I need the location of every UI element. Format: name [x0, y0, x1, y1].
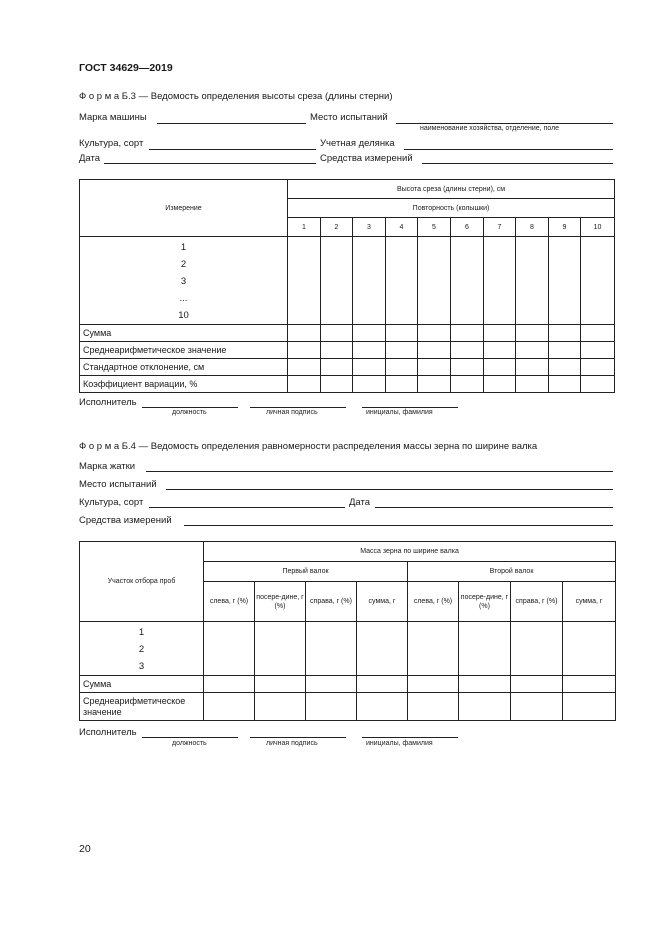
data-cell[interactable] [484, 237, 516, 325]
mean-row-label: Среднеарифметическое значение [80, 342, 288, 359]
data-cell[interactable] [418, 359, 451, 376]
form-b4-title: Ф о р м а Б.4 — Ведомость определения равномерности распределения массы зерна по ширине валка [79, 441, 538, 452]
stddev-row-label: Стандартное отклонение, см [80, 359, 288, 376]
col-header: 8 [516, 218, 549, 237]
means-label: Средства измерений [79, 515, 172, 526]
data-cell[interactable] [516, 359, 549, 376]
data-cell[interactable] [516, 376, 549, 393]
data-cell[interactable] [563, 622, 616, 676]
data-cell[interactable] [408, 693, 459, 721]
reaper-label: Марка жатки [79, 461, 136, 472]
col-header: 6 [451, 218, 484, 237]
right-col-header: справа, г (%) [306, 582, 357, 622]
data-cell[interactable] [451, 325, 484, 342]
data-cell[interactable] [511, 622, 563, 676]
form-b3-title: Ф о р м а Б.3 — Ведомость определения высоты среза (длины стерни) [79, 91, 393, 102]
data-cell[interactable] [516, 342, 549, 359]
sum-col-header: сумма, г [563, 582, 616, 622]
sample-row: 3 [138, 661, 145, 672]
data-cell[interactable] [386, 237, 418, 325]
data-cell[interactable] [408, 676, 459, 693]
data-cell[interactable] [516, 237, 549, 325]
sample-row: 1 [138, 627, 145, 638]
col-header: 9 [549, 218, 581, 237]
data-cell[interactable] [204, 676, 255, 693]
means-label: Средства измерений [320, 153, 413, 164]
place-label: Место испытаний [79, 479, 157, 490]
means-field[interactable] [184, 525, 613, 526]
section-header: Участок отбора проб [80, 542, 204, 622]
data-cell[interactable] [288, 237, 321, 325]
col-header: 3 [353, 218, 386, 237]
data-cell[interactable] [288, 325, 321, 342]
data-cell[interactable] [549, 376, 581, 393]
data-cell[interactable] [451, 342, 484, 359]
document-header: ГОСТ 34629—2019 [79, 62, 173, 74]
data-cell[interactable] [353, 237, 386, 325]
data-cell[interactable] [459, 676, 511, 693]
data-cell[interactable] [451, 237, 484, 325]
data-cell[interactable] [484, 376, 516, 393]
signature-field[interactable] [250, 407, 346, 408]
data-cell[interactable] [418, 237, 451, 325]
data-cell[interactable] [255, 676, 306, 693]
data-cell[interactable] [418, 376, 451, 393]
crop-field[interactable] [149, 507, 345, 508]
sum-col-header: сумма, г [357, 582, 408, 622]
crop-label: Культура, сорт [79, 138, 144, 149]
place-field[interactable] [396, 123, 613, 124]
reaper-field[interactable] [146, 471, 613, 472]
data-cell[interactable] [549, 325, 581, 342]
data-cell[interactable] [549, 342, 581, 359]
data-cell[interactable] [321, 237, 353, 325]
height-header: Высота среза (длины стерни), см [288, 180, 615, 199]
middle-col-header: посере-дине, г (%) [459, 582, 511, 622]
data-cell[interactable] [306, 676, 357, 693]
place-label: Место испытаний [310, 112, 388, 123]
sample-row: 2 [138, 644, 145, 655]
data-cell[interactable] [581, 342, 615, 359]
initials-caption: инициалы, фамилия [366, 740, 433, 747]
data-cell[interactable] [484, 342, 516, 359]
data-cell[interactable] [306, 693, 357, 721]
col-header: 1 [288, 218, 321, 237]
data-cell[interactable] [321, 325, 353, 342]
data-cell[interactable] [581, 237, 615, 325]
place-field[interactable] [166, 489, 613, 490]
table-b4 [79, 541, 616, 721]
data-cell[interactable] [386, 342, 418, 359]
data-cell[interactable] [321, 342, 353, 359]
data-cell[interactable] [288, 376, 321, 393]
measure-row: 10 [178, 310, 189, 321]
data-cell[interactable] [459, 622, 511, 676]
measure-row: ... [179, 293, 188, 304]
data-cell[interactable] [386, 376, 418, 393]
measure-row: 2 [180, 259, 187, 270]
data-cell[interactable] [484, 359, 516, 376]
data-cell[interactable] [581, 325, 615, 342]
means-field[interactable] [422, 163, 613, 164]
position-field[interactable] [142, 407, 238, 408]
initials-field[interactable] [362, 737, 458, 738]
col-header: 10 [581, 218, 615, 237]
date-label: Дата [349, 497, 371, 508]
position-caption: должность [172, 740, 207, 747]
col-header: 7 [484, 218, 516, 237]
position-caption: должность [172, 409, 207, 416]
machine-field[interactable] [157, 123, 306, 124]
middle-col-header: посере-дине, г (%) [255, 582, 306, 622]
date-field[interactable] [104, 163, 316, 164]
right-col-header: справа, г (%) [511, 582, 563, 622]
date-field[interactable] [375, 507, 613, 508]
sum-row-label: Сумма [80, 325, 288, 342]
data-cell[interactable] [288, 342, 321, 359]
data-cell[interactable] [511, 676, 563, 693]
data-cell[interactable] [484, 325, 516, 342]
data-cell[interactable] [357, 693, 408, 721]
data-cell[interactable] [204, 693, 255, 721]
data-cell[interactable] [386, 359, 418, 376]
data-cell[interactable] [563, 693, 616, 721]
col-header: 2 [321, 218, 353, 237]
measure-rows-cell [80, 237, 288, 325]
data-cell[interactable] [386, 325, 418, 342]
measure-row: 1 [180, 242, 187, 253]
measure-row: 3 [180, 276, 187, 287]
data-cell[interactable] [357, 676, 408, 693]
data-cell[interactable] [451, 359, 484, 376]
data-cell[interactable] [451, 376, 484, 393]
data-cell[interactable] [459, 693, 511, 721]
col-header: 4 [386, 218, 418, 237]
signature-caption: личная подпись [266, 740, 318, 747]
data-cell[interactable] [321, 359, 353, 376]
data-cell[interactable] [408, 622, 459, 676]
place-caption: наименование хозяйства, отделение, поле [420, 125, 560, 132]
data-cell[interactable] [549, 359, 581, 376]
data-cell[interactable] [357, 622, 408, 676]
data-cell[interactable] [581, 376, 615, 393]
left-col-header: слева, г (%) [408, 582, 459, 622]
data-cell[interactable] [516, 325, 549, 342]
col-header: 5 [418, 218, 451, 237]
data-cell[interactable] [321, 376, 353, 393]
data-cell[interactable] [511, 693, 563, 721]
measure-header: Измерение [80, 180, 288, 237]
data-cell[interactable] [353, 359, 386, 376]
data-cell[interactable] [255, 622, 306, 676]
left-col-header: слева, г (%) [204, 582, 255, 622]
executor-label: Исполнитель [79, 397, 137, 408]
position-field[interactable] [142, 737, 238, 738]
sum-row-label: Сумма [80, 676, 204, 693]
first-swath-header: Первый валок [204, 562, 408, 582]
data-cell[interactable] [288, 359, 321, 376]
mass-header: Масса зерна по ширине валка [204, 542, 616, 562]
machine-label: Марка машины [79, 112, 147, 123]
second-swath-header: Второй валок [408, 562, 616, 582]
variation-row-label: Коэффициент вариации, % [80, 376, 288, 393]
signature-field[interactable] [250, 737, 346, 738]
sample-rows-cell [80, 622, 204, 676]
mean-row-label: Среднеарифметическое значение [80, 693, 204, 721]
table-b3 [79, 179, 615, 393]
repeat-header: Повторность (колышки) [288, 199, 615, 218]
crop-field[interactable] [149, 149, 316, 150]
plot-field[interactable] [404, 149, 613, 150]
date-label: Дата [79, 153, 101, 164]
initials-field[interactable] [362, 407, 458, 408]
data-cell[interactable] [353, 342, 386, 359]
initials-caption: инициалы, фамилия [366, 409, 433, 416]
page-number: 20 [79, 843, 91, 855]
data-cell[interactable] [255, 693, 306, 721]
data-cell[interactable] [306, 622, 357, 676]
signature-caption: личная подпись [266, 409, 318, 416]
data-cell[interactable] [353, 325, 386, 342]
data-cell[interactable] [418, 342, 451, 359]
executor-label: Исполнитель [79, 727, 137, 738]
data-cell[interactable] [549, 237, 581, 325]
data-cell[interactable] [353, 376, 386, 393]
data-cell[interactable] [563, 676, 616, 693]
data-cell[interactable] [204, 622, 255, 676]
crop-label: Культура, сорт [79, 497, 144, 508]
data-cell[interactable] [581, 359, 615, 376]
plot-label: Учетная делянка [320, 138, 395, 149]
data-cell[interactable] [418, 325, 451, 342]
